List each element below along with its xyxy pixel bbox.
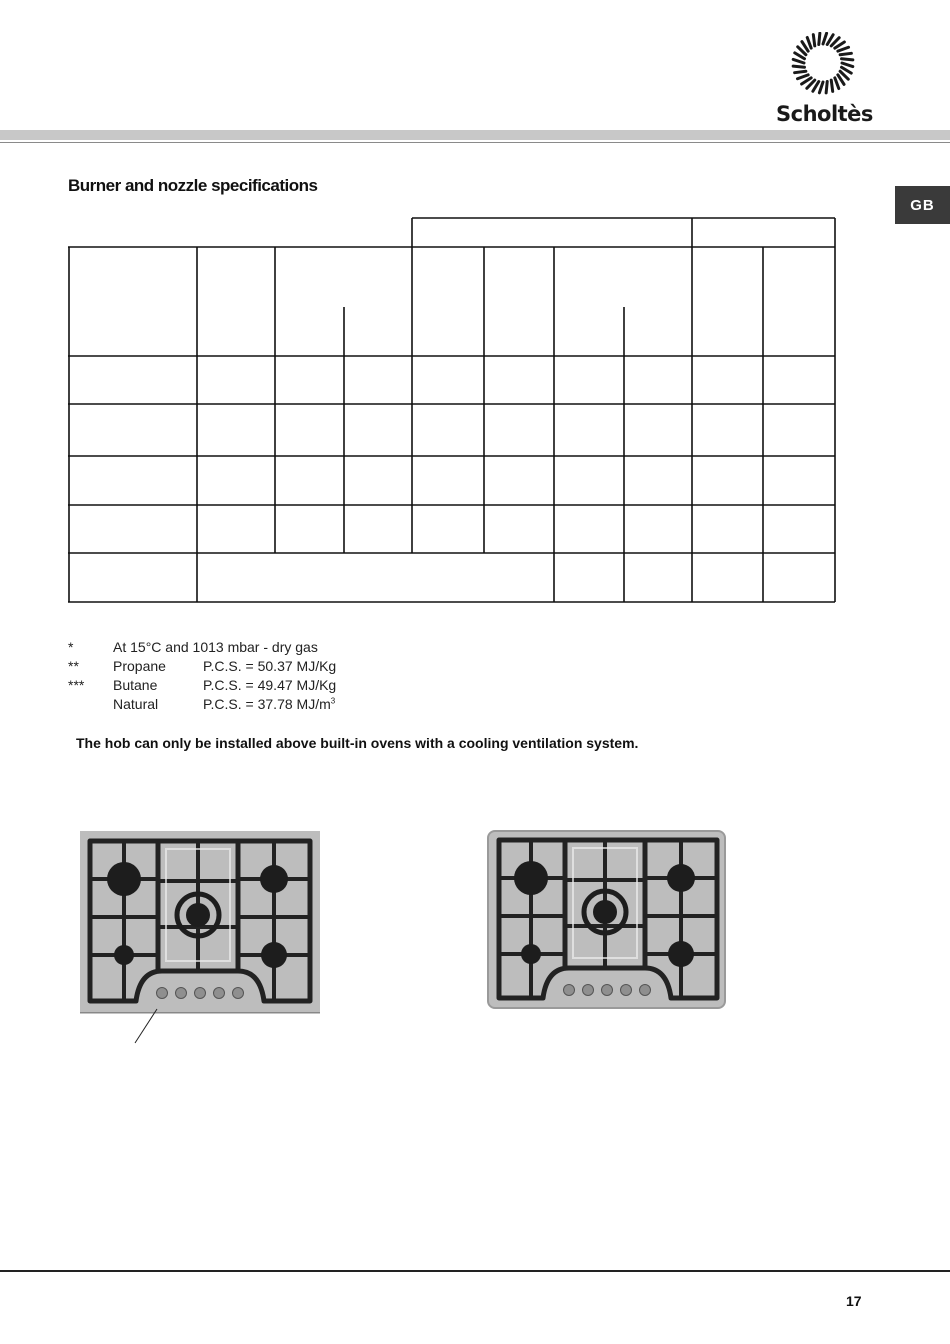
- hob-figure-right: [487, 830, 727, 1012]
- spec-table: [0, 0, 950, 620]
- section-title: Burner and nozzle specifications: [68, 176, 318, 195]
- page-number: 17: [846, 1293, 862, 1309]
- language-tab[interactable]: GB: [895, 186, 950, 224]
- footer-divider: [0, 1270, 950, 1272]
- brand-name: Scholtès: [776, 102, 873, 126]
- installation-warning: The hob can only be installed above built-in ovens with a cooling ventilation system.: [76, 735, 639, 751]
- callout-line: [135, 1009, 157, 1043]
- hob-figure-left: [80, 831, 320, 1046]
